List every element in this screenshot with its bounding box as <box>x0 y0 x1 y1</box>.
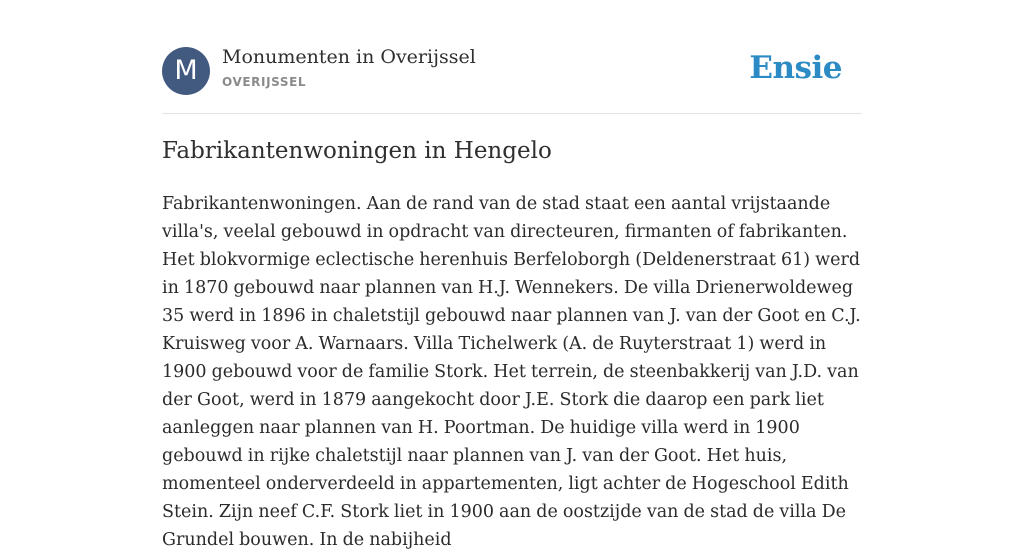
ensie-logo[interactable]: Ensie <box>749 50 842 86</box>
article-body: Fabrikantenwoningen. Aan de rand van de stad staat een aantal vrijstaande villa's, veelal gebouwd in opdracht van directeuren, firmanten of fabrikanten. Het blokvormige eclectische herenhuis Berfeloborgh (Deldenerstraat 61) werd in 1870 gebouwd naar plannen van H.J. Wennekers. De villa Drienerwoldeweg 35 werd in 1896 in chaletstijl gebouwd naar plannen van J. van der Goot en C.J. Kruisweg voor A. Warnaars. Villa Tichelwerk (A. de Ruyterstraat 1) werd in 1900 gebouwd voor de familie Stork. Het terrein, de steenbakkerij van J.D. van der Goot, werd in 1879 aangekocht door J.E. Stork die daarop een park liet aanleggen naar plannen van H. Poortman. De huidige villa werd in 1900 gebouwd in rijke chaletstijl naar plannen van J. van der Goot. Het huis, momenteel onderverdeeld in appartementen, ligt achter de Hogeschool Edith Stein. Zijn neef C.F. Stork liet in 1900 aan de oostzijde van de stad de villa De Grundel bouwen. In de nabijheid <box>162 194 861 550</box>
source-name-link[interactable]: Monumenten in Overijssel <box>222 46 476 68</box>
entry-header <box>162 0 862 114</box>
source-region-label: OVERIJSSEL <box>222 75 307 89</box>
source-avatar[interactable]: M <box>162 47 210 95</box>
entry-card <box>162 0 862 550</box>
article-title: Fabrikantenwoningen in Hengelo <box>162 138 552 164</box>
